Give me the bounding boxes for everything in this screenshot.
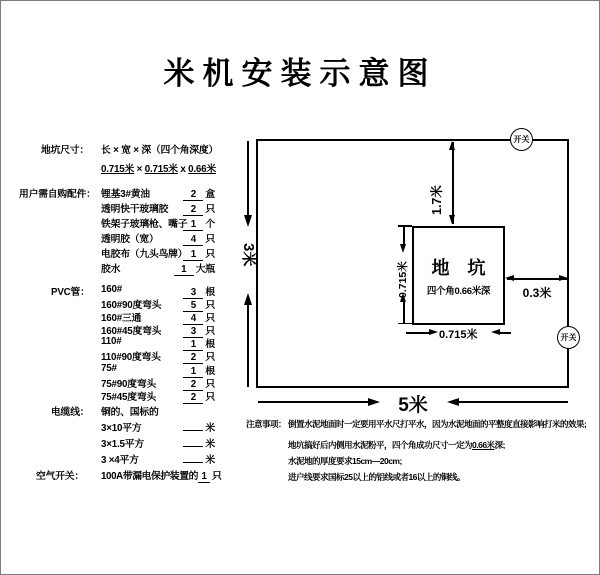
arrowhead [491, 329, 500, 335]
pit-size-label: 地坑尺寸： [41, 145, 89, 156]
item-unit: 大瓶 [195, 264, 215, 275]
arrowhead [400, 244, 406, 253]
dim-line-5m [457, 401, 568, 403]
item-label: 3×1.5平方 [101, 439, 144, 450]
switch-symbol-right [557, 326, 580, 349]
pvc-row [19, 389, 216, 402]
note-text: 地坑搞好后内侧用水泥粉平，四个角成功尺寸一定为 [288, 440, 473, 450]
item-qty: 1 [183, 219, 203, 231]
cable-row [19, 436, 216, 449]
times-sign: x [180, 164, 186, 175]
page-title: 米机安装示意图 [163, 56, 437, 91]
switch-label: 开关 [560, 333, 577, 342]
arrowhead [559, 275, 568, 281]
pit-size-values [101, 161, 216, 175]
pvc-row [19, 349, 216, 362]
item-unit: 只 [205, 326, 215, 337]
item-label: 电胶布（九头鸟牌） [101, 249, 188, 260]
item-label: 75#90度弯头 [101, 379, 157, 390]
parts-row [19, 186, 216, 199]
item-label: 75# [101, 363, 117, 374]
item-qty [183, 446, 203, 447]
item-qty [183, 462, 203, 463]
item-qty: 3 [183, 287, 203, 299]
item-unit: 只 [205, 352, 215, 363]
arrowhead [429, 329, 438, 335]
breaker-section-label: 空气开关： [36, 471, 84, 482]
note-line [288, 439, 505, 451]
item-unit: 盒 [205, 189, 215, 200]
dim-label-pit-width: 0.715米 [439, 329, 478, 341]
cable-row [19, 452, 216, 465]
dim-tick [398, 323, 412, 325]
dim-line-pit-width [500, 332, 511, 334]
item-label: 75#45度弯头 [101, 392, 157, 403]
item-qty: 2 [183, 392, 203, 404]
dim-label-0-3m: 0.3米 [522, 286, 552, 300]
item-label: 3×10平方 [101, 423, 142, 434]
cable-header-row [19, 404, 216, 417]
dim-line-5m [258, 401, 370, 403]
note-text: 深; [494, 440, 505, 450]
pit-outline [412, 226, 505, 325]
note-line: 进户线要求国标25以上的铝线或者16以上的铜线。 [288, 472, 465, 482]
item-qty: 1 [183, 366, 203, 378]
item-label: 锂基3#黄油 [101, 189, 150, 200]
pit-size-formula: 长 × 宽 × 深（四个角深度） [101, 145, 219, 156]
item-label: 160#90度弯头 [101, 300, 162, 311]
pvc-row [19, 297, 216, 310]
notes-heading: 注意事项： [246, 419, 287, 429]
item-qty [183, 430, 203, 431]
pvc-row [19, 336, 216, 349]
item-unit: 根 [205, 339, 215, 350]
item-unit: 米 [205, 439, 215, 450]
item-unit: 只 [205, 392, 215, 403]
item-unit: 根 [205, 287, 215, 298]
pit-size-values-row [19, 161, 216, 174]
dim-line-3m [247, 141, 249, 217]
breaker-unit: 只 [212, 471, 222, 482]
item-qty: 2 [183, 352, 203, 364]
parts-row [19, 216, 216, 229]
dim-label-5m: 5米 [398, 395, 428, 416]
dim-label-3m: 3米 [240, 243, 257, 267]
item-label: 160#三通 [101, 313, 142, 324]
pvc-row [19, 284, 216, 297]
arrowhead [449, 141, 455, 150]
item-qty: 2 [183, 189, 203, 201]
switch-label: 开关 [513, 135, 530, 144]
pvc-row [19, 363, 216, 376]
item-unit: 只 [205, 379, 215, 390]
pvc-row [19, 310, 216, 323]
breaker-qty: 1 [198, 471, 210, 483]
item-unit: 个 [205, 219, 215, 230]
item-qty: 2 [183, 379, 203, 391]
item-label: 胶水 [101, 264, 121, 275]
pvc-row [19, 323, 216, 336]
item-qty: 4 [183, 313, 203, 325]
item-qty: 3 [183, 326, 203, 338]
dim-line-1-7 [452, 142, 454, 224]
cable-section-label: 电缆线： [51, 407, 90, 418]
parts-section-label: 用户需自购配件： [19, 189, 96, 200]
item-label: 160#45度弯头 [101, 326, 162, 337]
cable-row [19, 420, 216, 433]
dim-line-pit-height [403, 226, 405, 244]
pvc-row [19, 376, 216, 389]
item-unit: 根 [205, 366, 215, 377]
cable-spec-note: 铜的、国标的 [101, 407, 159, 418]
parts-row [19, 231, 216, 244]
dim-line-0-3 [507, 278, 567, 280]
note-line: 水泥地的厚度要求15cm—20cm; [288, 456, 402, 466]
item-qty: 5 [183, 300, 203, 312]
note-line: 倒置水泥地面时一定要用平水尺打平水，因为水泥地面的平整度直接影响打米的效果; [288, 419, 587, 429]
item-unit: 米 [205, 455, 215, 466]
item-label: 3 ×4平方 [101, 455, 139, 466]
pit-width-value: 0.715米 [144, 164, 178, 175]
times-sign: × [136, 164, 143, 175]
arrowhead [244, 215, 252, 227]
item-qty: 4 [183, 234, 203, 246]
item-unit: 只 [205, 234, 215, 245]
item-label: 透明胶（宽） [101, 234, 159, 245]
note-depth-value: 0.66米 [472, 440, 495, 450]
breaker-label: 100A带漏电保护装置的 [101, 471, 198, 482]
item-qty: 2 [183, 204, 203, 216]
breaker-row [19, 468, 222, 482]
pit-depth-note: 四个角0.66米深 [426, 286, 491, 297]
switch-symbol-top [510, 128, 533, 151]
arrowhead [449, 215, 455, 224]
item-unit: 米 [205, 423, 215, 434]
item-label: 110# [101, 336, 122, 347]
item-unit: 只 [205, 204, 215, 215]
pvc-section-label: PVC管： [51, 287, 90, 298]
dim-label-pit-height: 0.715米 [397, 261, 409, 298]
arrowhead [368, 398, 380, 406]
item-qty: 1 [183, 339, 203, 351]
item-label: 110#90度弯头 [101, 352, 161, 363]
pit-title: 地 坑 [431, 258, 486, 278]
dim-line-3m [247, 304, 249, 387]
arrowhead [505, 275, 514, 281]
pit-size-row [19, 142, 219, 156]
dim-line-pit-height [403, 301, 405, 323]
item-qty: 1 [183, 249, 203, 261]
item-unit: 只 [205, 249, 215, 260]
item-label: 铁架子玻璃枪、嘴子 [101, 219, 188, 230]
parts-row [19, 246, 216, 259]
item-label: 160# [101, 284, 122, 295]
pit-depth-value: 0.66米 [188, 164, 217, 175]
dim-label-1-7m: 1.7米 [430, 185, 444, 215]
pit-length-value: 0.715米 [101, 164, 135, 175]
item-unit: 只 [205, 300, 215, 311]
item-qty: 1 [174, 264, 194, 276]
parts-row [19, 201, 216, 214]
item-unit: 只 [205, 313, 215, 324]
dim-tick [398, 225, 412, 227]
dim-line-pit-width [406, 332, 431, 334]
item-label: 透明快干玻璃胶 [101, 204, 169, 215]
parts-row [19, 261, 216, 274]
